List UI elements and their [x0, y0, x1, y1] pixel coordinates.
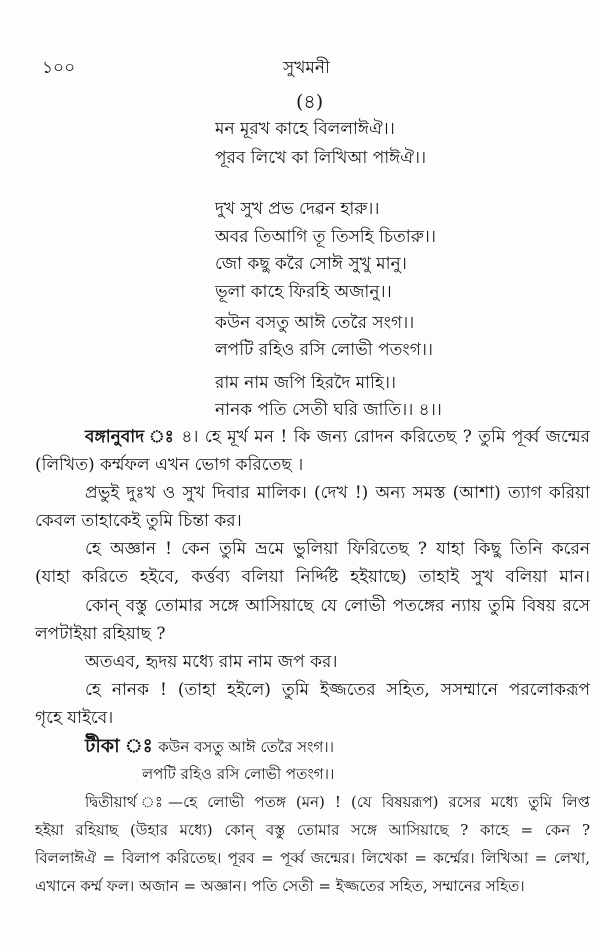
- translation-line: গৃহে যাইবে।: [35, 708, 114, 728]
- translation-line: লপটাইয়া রহিয়াছ ?: [35, 624, 166, 644]
- translation-line: অতএব, হৃদয় মধ্যে রাম নাম জপ কর।: [85, 652, 338, 672]
- commentary-line: [85, 734, 590, 759]
- verse-line: রাম নাম জপি হিরদৈ মাহি।।: [215, 373, 397, 393]
- commentary-label: টীকা ঃ: [85, 735, 153, 757]
- page-number: ১০০: [42, 58, 76, 78]
- verse-line: অবর তিআগি তূ তিসহি চিতারু।।: [215, 227, 436, 247]
- commentary-verse: লপটি রহিও রসি লোভী পতংগ।।: [142, 765, 335, 783]
- verse-line: মন মূরখ কাহে বিললাঈঐ।।: [215, 119, 395, 139]
- translation-text: ৪। হে মূর্খ মন ! কি জন্য রোদন করিতেছ ? তুমি পূর্ব্ব জন্মের: [181, 427, 590, 447]
- commentary-line: এখানে কর্ম্ম ফল। অজান = অজ্ঞান। পতি সেতী = ইজ্জতের সহিত, সম্মানের সহিত।: [35, 877, 525, 895]
- translation-line: (লিখিত) কর্ম্মফল এখন ভোগ করিতেছ ।: [35, 455, 304, 475]
- commentary-verse: কউন বসতু আঈ তেরৈ সংগ।।: [158, 738, 335, 756]
- verse-line: নানক পতি সেতী ঘরি জাতি।। ৪।।: [215, 400, 442, 420]
- translation-line: হে নানক ! (তাহা হইলে) তুমি ইজ্জতের সহিত, সসম্মানে পরলোকরূপ: [85, 680, 590, 700]
- translation-line: (যাহা করিতে হইবে, কর্ত্তব্য বলিয়া নির্দ্দিষ্ট হইয়াছে) তাহাই সুখ বলিয়া মান।: [35, 567, 590, 587]
- verse-line: কউন বসতু আঈ তেরৈ সংগ।।: [215, 313, 415, 333]
- translation-line: কোন্ বস্তু তোমার সঙ্গে আসিয়াছে যে লোভী পতঙ্গের ন্যায় তুমি বিষয় রসে: [85, 596, 590, 616]
- translation-label: বঙ্গানুবাদ ঃ: [85, 427, 175, 447]
- translation-line: [85, 425, 590, 449]
- translation-line: প্রভুই দুঃখ ও সুখ দিবার মালিক। (দেখ !) অন্য সমস্ত (আশা) ত্যাগ করিয়া: [85, 483, 590, 503]
- commentary-line: বিললাঈঐ = বিলাপ করিতেছ। পূরব = পূর্ব্ব জন্মের। লিখেকা = কর্ম্মের। লিখিআ = লেখা,: [35, 849, 590, 867]
- commentary-line: হইয়া রহিয়াছ (উহার মধ্যে) কোন্ বস্তু তোমার সঙ্গে আসিয়াছে ? কাহে = কেন ?: [35, 821, 590, 839]
- verse-line: দুখ সুখ প্রভ দেৱন হারু।।: [215, 199, 380, 219]
- commentary-line: দ্বিতীয়ার্থ ঃ—হে লোভী পতঙ্গ (মন) ! (যে বিষয়রূপ) রসের মধ্যে তুমি লিপ্ত: [85, 793, 590, 811]
- translation-line: হে অজ্ঞান ! কেন তুমি ভ্রমে ভুলিয়া ফিরিতেছ ? যাহা কিছু তিনি করেন: [85, 539, 590, 559]
- verse-line: লপটি রহিও রসি লোভী পতংগ।।: [215, 340, 433, 360]
- running-title: সুখমনী: [283, 58, 330, 78]
- verse-line: পূরব লিখে কা লিখিআ পাঈঐ।।: [215, 148, 427, 168]
- stanza-number: (৪): [296, 91, 324, 113]
- verse-line: জো কছু করৈ সোঈ সুখু মানু।: [215, 254, 407, 274]
- translation-line: কেবল তাহাকেই তুমি চিন্তা কর।: [35, 511, 242, 531]
- verse-line: ভূলা কাহে ফিরহি অজানু।।: [215, 282, 392, 302]
